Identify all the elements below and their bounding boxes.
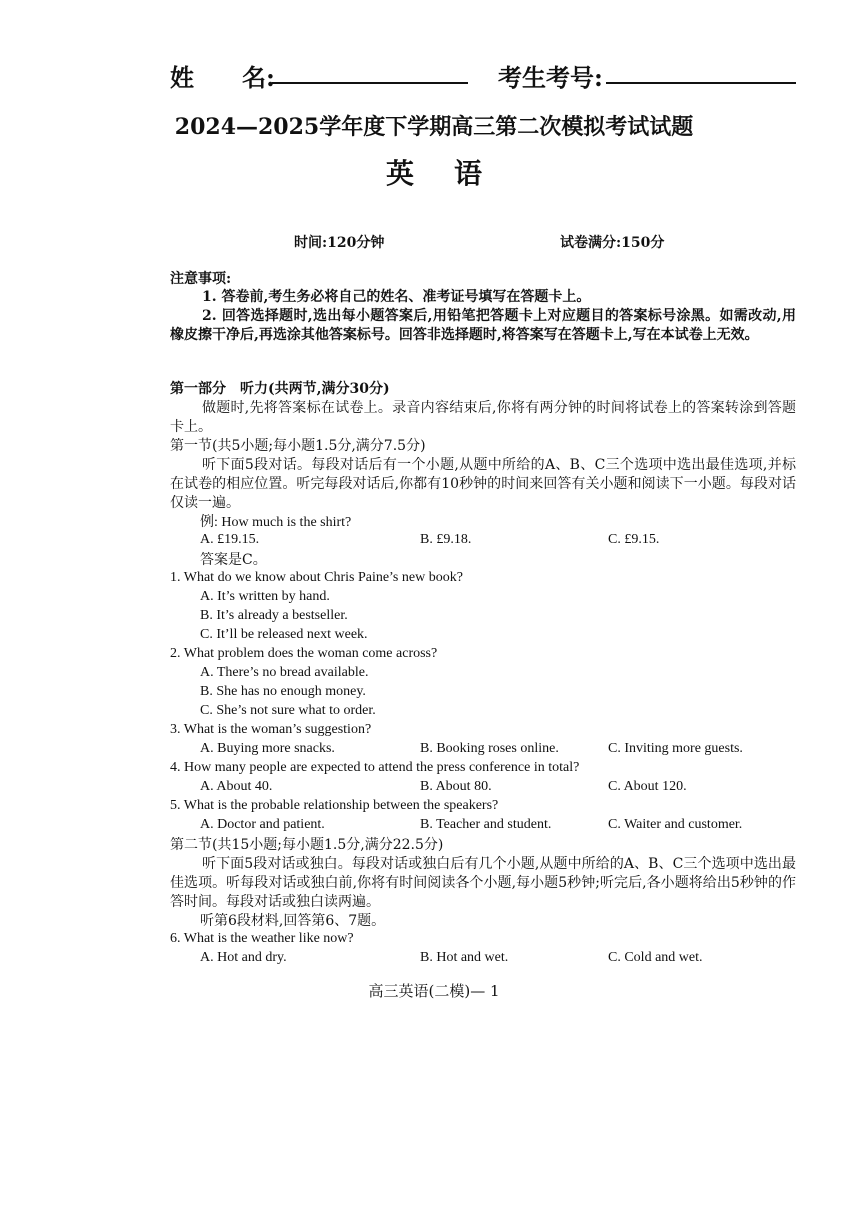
q2-option-b: B. She has no enough money. xyxy=(200,684,366,699)
question-6: 6. What is the weather like now? xyxy=(170,931,354,946)
part1-heading: 第一部分 听力(共两节,满分30分) xyxy=(170,381,390,397)
exam-number-blank xyxy=(606,82,796,84)
notice-item-1: 1. 答卷前,考生务必将自己的姓名、准考证号填写在答题卡上。 xyxy=(202,289,591,305)
q5-option-a: A. Doctor and patient. xyxy=(200,817,325,832)
q1-option-c: C. It’ll be released next week. xyxy=(200,627,368,642)
q1-option-a: A. It’s written by hand. xyxy=(200,589,330,604)
notice-heading: 注意事项: xyxy=(170,271,232,287)
q3-option-a: A. Buying more snacks. xyxy=(200,741,335,756)
section2-heading: 第二节(共15小题;每小题1.5分,满分22.5分) xyxy=(170,837,444,853)
q6-option-b: B. Hot and wet. xyxy=(420,950,509,965)
q4-option-c: C. About 120. xyxy=(608,779,687,794)
notice-item-2: 2. 回答选择题时,选出每小题答案后,用铅笔把答题卡上对应题目的答案标号涂黑。如需改动,用橡皮擦干净后,再选涂其他答案标号。回答非选择题时,将答案写在答题卡上,写在本试卷上无效。 xyxy=(170,308,796,343)
name-blank xyxy=(272,82,468,84)
q4-option-a: A. About 40. xyxy=(200,779,273,794)
exam-number-label: 考生考号: xyxy=(498,63,603,92)
exam-time: 时间:120分钟 xyxy=(294,235,385,251)
q4-option-b: B. About 80. xyxy=(420,779,492,794)
name-label: 姓 名: xyxy=(170,63,275,92)
question-1: 1. What do we know about Chris Paine’s new book? xyxy=(170,570,463,585)
q2-option-c: C. She’s not sure what to order. xyxy=(200,703,376,718)
question-3: 3. What is the woman’s suggestion? xyxy=(170,722,372,737)
page-footer: 高三英语(二模)— 1 xyxy=(368,982,500,1000)
q3-option-c: C. Inviting more guests. xyxy=(608,741,743,756)
section1-intro: 听下面5段对话。每段对话后有一个小题,从题中所给的A、B、C三个选项中选出最佳选项,并标在试卷的相应位置。听完每段对话后,你都有10秒钟的时间来回答有关小题和阅读下一小题。每段对话仅读一遍。 xyxy=(170,457,796,511)
section1-heading: 第一节(共5小题;每小题1.5分,满分7.5分) xyxy=(170,438,426,454)
full-score: 试卷满分:150分 xyxy=(560,235,665,251)
subject-title: 英语 xyxy=(385,157,522,190)
example-answer: 答案是C。 xyxy=(200,552,267,568)
q6-option-c: C. Cold and wet. xyxy=(608,950,703,965)
question-5: 5. What is the probable relationship between the speakers? xyxy=(170,798,499,813)
section2-intro: 听下面5段对话或独白。每段对话或独白后有几个小题,从题中所给的A、B、C三个选项中选出最佳选项。听每段对话或独白前,你将有时间阅读各个小题,每小题5秒钟;听完后,各小题将给出5秒钟的作答时间。每段对话或独白读两遍。 xyxy=(170,856,796,910)
q3-option-b: B. Booking roses online. xyxy=(420,741,559,756)
example-option-a: A. £19.15. xyxy=(200,532,260,547)
q6-option-a: A. Hot and dry. xyxy=(200,950,287,965)
part1-intro: 做题时,先将答案标在试卷上。录音内容结束后,你将有两分钟的时间将试卷上的答案转涂到答题卡上。 xyxy=(170,400,796,435)
exam-title: 2024—2025学年度下学期高三第二次模拟考试试题 xyxy=(174,114,694,140)
example-option-b: B. £9.18. xyxy=(420,532,472,547)
question-2: 2. What problem does the woman come across? xyxy=(170,646,438,661)
q5-option-b: B. Teacher and student. xyxy=(420,817,552,832)
q2-option-a: A. There’s no bread available. xyxy=(200,665,369,680)
q5-option-c: C. Waiter and customer. xyxy=(608,817,743,832)
q1-option-b: B. It’s already a bestseller. xyxy=(200,608,348,623)
example-question: 例: How much is the shirt? xyxy=(200,515,352,530)
question-4: 4. How many people are expected to attend the press conference in total? xyxy=(170,760,580,775)
example-option-c: C. £9.15. xyxy=(608,532,660,547)
material-6-note: 听第6段材料,回答第6、7题。 xyxy=(200,913,386,929)
